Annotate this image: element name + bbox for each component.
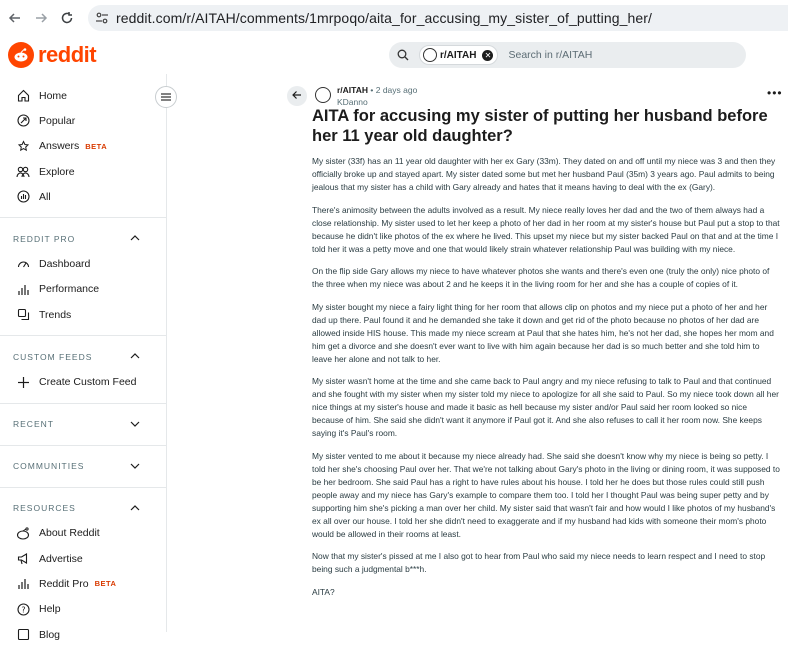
post-paragraph: AITA? [312, 586, 335, 597]
subreddit-avatar-icon[interactable] [315, 87, 331, 103]
sidebar-label: Home [39, 89, 68, 102]
hamburger-icon [161, 88, 171, 106]
post-paragraph: My sister vented to me about it because my niece already had. She said she doesn't know why my niece is being so petty. I told her she's choosing Paul over her. That we're not talking about Gary's photo in the living or dining room, it was supposed to be her bedroom. She said Paul has a right to have rules about his house. I told her he does but those rules could still push people away and my niece has Gary's example to compare them too. I told her I thought Paul was being super petty and by supporting him she's picking a man over her child. My sister said that wasn't fair and how would I like photos of my husband's ex all over our house. I told her she didn't need to exaggerate and if my husband had kids with someone their mom's photo would be allowed in their rooms at least. [312, 450, 780, 539]
post-paragraph: Now that my sister's pissed at me I also got to hear from Paul who said my niece needs to learn respect and I need to stop being such a judgmental b***h. [312, 551, 766, 574]
chip-label: r/AITAH [440, 49, 477, 61]
post-paragraph: There's animosity between the adults involved as a result. My niece really loves her dad and the two of them always had a close relationship. My sister used to let her keep a photo of her dad in her room at my sister's house but Paul put a stop to that because he didn't like photos of the ex where he lived. This upset my niece but my sister backed Paul on that and at the time I told her it was a petty move and one that would likely strain whatever relationship Paul was building with my niece. [312, 204, 780, 254]
divider [0, 217, 166, 218]
reddit-header [0, 36, 788, 74]
section-title: RESOURCES [13, 503, 76, 514]
chip-close-icon[interactable]: ✕ [482, 50, 493, 61]
divider [0, 487, 166, 488]
search-placeholder: Search in r/AITAH [508, 49, 593, 61]
advertise-icon [16, 552, 30, 566]
all-icon [16, 190, 30, 204]
sidebar-label: Explore [39, 165, 75, 178]
chevron-down-icon [130, 461, 140, 472]
sidebar-label: Performance [39, 283, 100, 296]
section-title: REDDIT PRO [13, 233, 76, 244]
arrow-left-icon [292, 89, 302, 103]
url-text: reddit.com/r/AITAH/comments/1mrpoqo/aita_for_accusing_my_sister_of_putting_her/ [116, 10, 652, 26]
dashboard-icon [16, 257, 30, 271]
section-title: COMMUNITIES [13, 461, 85, 472]
sidebar-item-all[interactable] [0, 184, 166, 209]
sidebar-label: Reddit Pro [39, 577, 89, 590]
subreddit-avatar-icon [423, 48, 437, 62]
back-button[interactable] [287, 86, 307, 106]
answers-icon [16, 139, 30, 153]
divider [0, 445, 166, 446]
sidebar-item-home[interactable] [0, 83, 166, 108]
collapse-sidebar-button[interactable] [155, 86, 177, 108]
sidebar-label: Trends [39, 308, 72, 321]
more-options-icon[interactable]: ••• [767, 86, 783, 100]
explore-icon [16, 165, 30, 179]
post-title: AITA for accusing my sister of putting her husband before her 11 year old daughter? [312, 107, 768, 145]
sidebar-label: Blog [39, 628, 61, 641]
sidebar-label: All [39, 190, 51, 203]
divider [0, 403, 166, 404]
logo-wordmark: reddit [38, 42, 97, 67]
blog-icon [16, 628, 30, 642]
sidebar-label: Advertise [39, 552, 83, 565]
svg-text:?: ? [20, 605, 26, 615]
sidebar-label: About Reddit [39, 527, 100, 540]
section-header-reddit-pro[interactable] [0, 226, 166, 251]
reddit-logo[interactable] [8, 42, 96, 68]
section-header-communities[interactable] [0, 454, 166, 479]
section-title: RECENT [13, 419, 54, 430]
sidebar-item-about-reddit[interactable] [0, 521, 166, 546]
reddit-snoo-icon [8, 42, 34, 68]
browser-back-icon[interactable] [2, 5, 28, 31]
post-paragraph: On the flip side Gary allows my niece to have whatever photos she wants and there's even one (truly the only) nice photo of the three when my niece was about 2 and he keeps it in the living room for her and she has a couple of copies of it. [312, 266, 770, 289]
site-settings-icon[interactable] [88, 12, 116, 24]
chevron-up-icon [130, 351, 140, 362]
about-icon [16, 526, 30, 540]
sidebar-item-performance[interactable] [0, 277, 166, 302]
section-header-custom-feeds[interactable] [0, 344, 166, 369]
section-header-resources[interactable] [0, 496, 166, 521]
sidebar-label: Help [39, 603, 61, 616]
address-bar[interactable] [88, 5, 788, 31]
sidebar-item-popular[interactable] [0, 108, 166, 133]
section-header-recent[interactable] [0, 412, 166, 437]
post-paragraph: My sister wasn't home at the time and she came back to Paul angry and my niece refusing to talk to Paul and that continued and she fought with my sister when my sister told my niece to apologize for all she said to Paul. So my niece took down all her nice things at my sister's house and made it basic as hell because my sister and/or Paul said her room looked so nice because of him. She said she didn't want it anymore if Paul got it. And she also refuses to call it her room now. She keeps saying it's Paul's room. [312, 376, 779, 438]
post-body [312, 155, 780, 608]
sidebar-item-explore[interactable] [0, 159, 166, 184]
post-time: 2 days ago [375, 85, 418, 95]
sidebar-label: Dashboard [39, 258, 91, 271]
browser-reload-icon[interactable] [54, 5, 80, 31]
sidebar-label: Create Custom Feed [39, 376, 137, 389]
browser-forward-icon[interactable] [28, 5, 54, 31]
sidebar-item-help[interactable] [0, 597, 166, 622]
sidebar-item-trends[interactable] [0, 302, 166, 327]
sidebar-label: Answers [39, 140, 80, 153]
sidebar-label: Popular [39, 114, 76, 127]
sidebar-item-reddit-pro[interactable] [0, 571, 166, 596]
post-meta [337, 85, 417, 107]
search-icon [389, 49, 417, 61]
post-paragraph: My sister (33f) has an 11 year old daughter with her ex Gary (33m). They dated on and off until my niece was 3 and then they officially broke up and stayed apart. My sister dated some but met her husband Paul (35m) 3 years ago. Paul admits to being jealous that my sister has a child with Gary already and hates that it means having to deal with the ex (Gary). [312, 156, 776, 192]
sidebar-item-dashboard[interactable] [0, 251, 166, 276]
post-paragraph: My sister bought my niece a fairy light thing for her room that allows clip on photos and my niece put a photo of her and her dad up there. Paul found it and he demanded she take it down and get rid of the photo because no photos of her dad are allowed inside HIS house. This made my niece scream at Paul that she hates him, he's not her dad, she hopes her mom and him get a divorce and she doesn't ever want to live with him again because her dad is so much better and she told him to leave her alone and not talk to her. [312, 301, 774, 364]
left-sidebar [0, 74, 167, 641]
plus-icon [16, 375, 30, 389]
subreddit-link[interactable]: r/AITAH [337, 85, 369, 95]
subreddit-search-chip[interactable] [419, 45, 498, 65]
browser-toolbar [0, 0, 788, 36]
author-link[interactable]: KDanno [337, 97, 368, 107]
chevron-up-icon [130, 503, 140, 514]
section-title: CUSTOM FEEDS [13, 351, 93, 362]
home-icon [16, 89, 30, 103]
reddit-pro-icon [16, 577, 30, 591]
beta-badge: BETA [94, 579, 117, 589]
divider [0, 335, 166, 336]
chevron-down-icon [130, 419, 140, 430]
search-bar[interactable] [389, 42, 746, 68]
chevron-up-icon [130, 233, 140, 244]
beta-badge: BETA [85, 141, 108, 151]
popular-icon [16, 114, 30, 128]
performance-icon [16, 282, 30, 296]
meta-separator: • [370, 85, 376, 95]
sidebar-item-create-custom-feed[interactable] [0, 369, 166, 394]
sidebar-item-answers[interactable] [0, 134, 166, 159]
help-icon [16, 602, 30, 616]
sidebar-item-blog[interactable] [0, 622, 166, 647]
trends-icon [16, 308, 30, 322]
sidebar-item-advertise[interactable] [0, 546, 166, 571]
